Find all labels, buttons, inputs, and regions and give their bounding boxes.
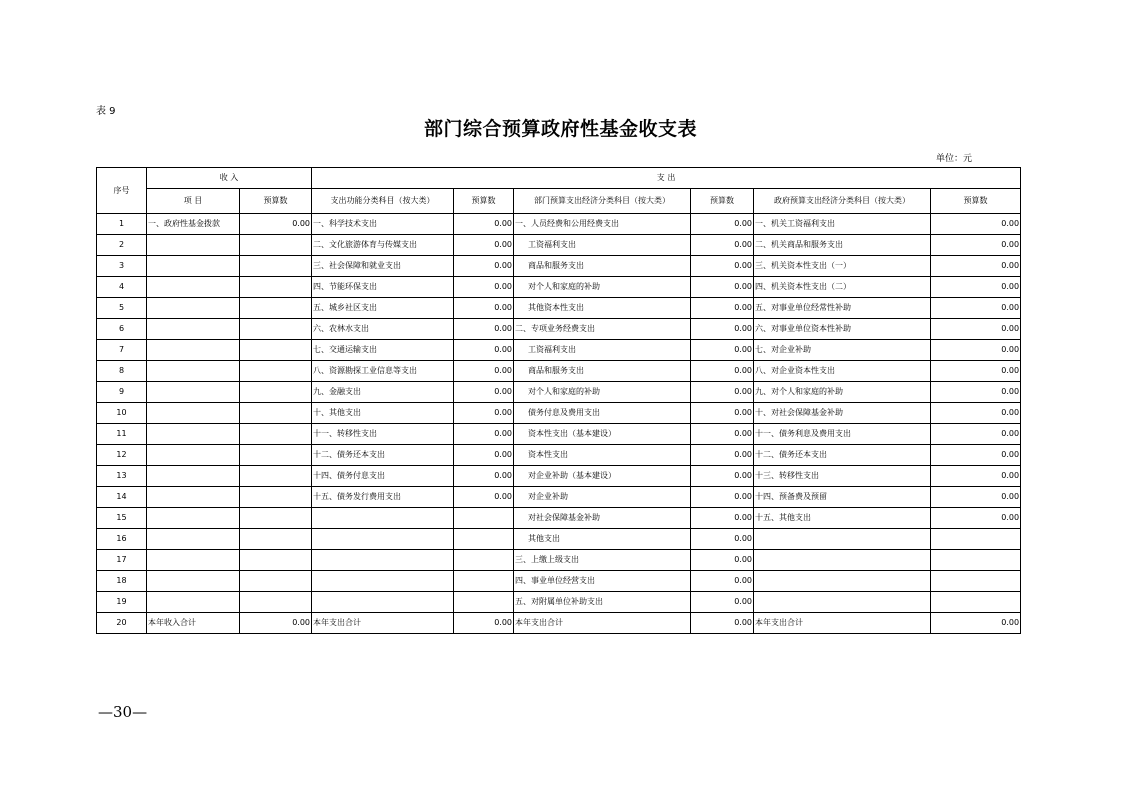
dept-econ-item: 商品和服务支出 (514, 256, 691, 277)
func-class-item: 十二、债务还本支出 (312, 445, 454, 466)
income-amount (240, 466, 312, 487)
dept-econ-amount: 0.00 (691, 361, 754, 382)
row-number: 3 (97, 256, 147, 277)
income-amount (240, 592, 312, 613)
dept-econ-item: 商品和服务支出 (514, 361, 691, 382)
func-class-amount: 0.00 (454, 382, 514, 403)
income-amount (240, 298, 312, 319)
row-number: 11 (97, 424, 147, 445)
func-class-amount: 0.00 (454, 319, 514, 340)
header-row-2 (97, 189, 1021, 214)
row-number: 12 (97, 445, 147, 466)
income-item (147, 424, 240, 445)
row-number: 1 (97, 214, 147, 235)
income-amount (240, 508, 312, 529)
gov-econ-item: 二、机关商品和服务支出 (754, 235, 931, 256)
income-item (147, 298, 240, 319)
gov-econ-amount: 0.00 (931, 445, 1021, 466)
dept-econ-item: 四、事业单位经营支出 (514, 571, 691, 592)
func-class-item (312, 592, 454, 613)
dept-econ-amount: 0.00 (691, 445, 754, 466)
gov-econ-amount: 0.00 (931, 277, 1021, 298)
dept-econ-item: 一、人员经费和公用经费支出 (514, 214, 691, 235)
table-row (97, 214, 1021, 235)
budget-table (96, 167, 1021, 634)
table-row (97, 466, 1021, 487)
gov-econ-item: 十五、其他支出 (754, 508, 931, 529)
dept-econ-amount: 0.00 (691, 424, 754, 445)
func-class-item: 十、其他支出 (312, 403, 454, 424)
dept-econ-amount: 0.00 (691, 277, 754, 298)
dept-econ-item: 债务付息及费用支出 (514, 403, 691, 424)
gov-econ-item: 十一、债务利息及费用支出 (754, 424, 931, 445)
income-header: 收 入 (147, 168, 312, 189)
dept-econ-item: 工资福利支出 (514, 235, 691, 256)
income-amount (240, 340, 312, 361)
income-item (147, 529, 240, 550)
func-class-item: 七、交通运输支出 (312, 340, 454, 361)
gov-econ-item (754, 550, 931, 571)
func-class-amount (454, 550, 514, 571)
table-row (97, 613, 1021, 634)
table-body (97, 168, 1021, 634)
dept-econ-item: 对企业补助 (514, 487, 691, 508)
row-number: 4 (97, 277, 147, 298)
func-class-amount: 0.00 (454, 424, 514, 445)
gov-econ-item (754, 592, 931, 613)
row-number: 8 (97, 361, 147, 382)
gov-econ-header: 政府预算支出经济分类科目（按大类） (754, 189, 931, 214)
func-class-item: 十五、债务发行费用支出 (312, 487, 454, 508)
income-item (147, 403, 240, 424)
dept-econ-amount: 0.00 (691, 508, 754, 529)
func-class-amount: 0.00 (454, 487, 514, 508)
dept-econ-item: 二、专项业务经费支出 (514, 319, 691, 340)
table-row (97, 550, 1021, 571)
table-row (97, 445, 1021, 466)
gov-econ-amount: 0.00 (931, 466, 1021, 487)
row-number: 15 (97, 508, 147, 529)
gov-econ-amount (931, 571, 1021, 592)
budget-header: 预算数 (240, 189, 312, 214)
func-class-item (312, 529, 454, 550)
gov-econ-amount (931, 529, 1021, 550)
dept-econ-amount: 0.00 (691, 403, 754, 424)
income-item (147, 592, 240, 613)
budget-header: 预算数 (931, 189, 1021, 214)
header-row-1 (97, 168, 1021, 189)
gov-econ-item: 一、机关工资福利支出 (754, 214, 931, 235)
table-row (97, 340, 1021, 361)
dept-econ-amount: 0.00 (691, 613, 754, 634)
income-amount (240, 277, 312, 298)
func-class-amount (454, 508, 514, 529)
func-class-amount: 0.00 (454, 613, 514, 634)
income-amount (240, 361, 312, 382)
dept-econ-amount: 0.00 (691, 571, 754, 592)
row-number: 13 (97, 466, 147, 487)
page-title: 部门综合预算政府性基金收支表 (423, 118, 697, 140)
table-row (97, 382, 1021, 403)
dept-econ-item: 其他支出 (514, 529, 691, 550)
income-item (147, 466, 240, 487)
income-item (147, 382, 240, 403)
income-amount (240, 550, 312, 571)
row-number: 7 (97, 340, 147, 361)
func-class-amount: 0.00 (454, 235, 514, 256)
gov-econ-amount (931, 592, 1021, 613)
dept-econ-item: 五、对附属单位补助支出 (514, 592, 691, 613)
dept-econ-item: 其他资本性支出 (514, 298, 691, 319)
unit-label: 单位：元 (936, 154, 973, 164)
income-amount (240, 571, 312, 592)
gov-econ-item (754, 529, 931, 550)
gov-econ-amount: 0.00 (931, 487, 1021, 508)
func-class-item (312, 571, 454, 592)
seq-header: 序号 (97, 168, 147, 214)
page-number: —30— (98, 703, 148, 721)
gov-econ-item: 四、机关资本性支出（二） (754, 277, 931, 298)
func-class-item: 九、金融支出 (312, 382, 454, 403)
gov-econ-amount (931, 550, 1021, 571)
income-amount (240, 424, 312, 445)
row-number: 16 (97, 529, 147, 550)
table-row (97, 361, 1021, 382)
gov-econ-item: 十二、债务还本支出 (754, 445, 931, 466)
func-class-item: 本年支出合计 (312, 613, 454, 634)
income-item (147, 445, 240, 466)
gov-econ-item: 七、对企业补助 (754, 340, 931, 361)
income-item (147, 361, 240, 382)
func-class-amount (454, 592, 514, 613)
income-amount: 0.00 (240, 613, 312, 634)
gov-econ-amount: 0.00 (931, 256, 1021, 277)
dept-econ-item: 本年支出合计 (514, 613, 691, 634)
func-class-item: 八、资源勘探工业信息等支出 (312, 361, 454, 382)
income-item (147, 340, 240, 361)
table-row (97, 319, 1021, 340)
income-item (147, 235, 240, 256)
gov-econ-amount: 0.00 (931, 340, 1021, 361)
dept-econ-item: 资本性支出（基本建设） (514, 424, 691, 445)
income-item (147, 487, 240, 508)
gov-econ-amount: 0.00 (931, 424, 1021, 445)
gov-econ-amount: 0.00 (931, 613, 1021, 634)
gov-econ-item: 本年支出合计 (754, 613, 931, 634)
func-class-item: 一、科学技术支出 (312, 214, 454, 235)
row-number: 5 (97, 298, 147, 319)
gov-econ-item: 五、对事业单位经常性补助 (754, 298, 931, 319)
dept-econ-header: 部门预算支出经济分类科目（按大类） (514, 189, 691, 214)
expense-header: 支 出 (312, 168, 1021, 189)
income-amount: 0.00 (240, 214, 312, 235)
func-class-item: 二、文化旅游体育与传媒支出 (312, 235, 454, 256)
budget-header: 预算数 (454, 189, 514, 214)
gov-econ-item: 三、机关资本性支出（一） (754, 256, 931, 277)
dept-econ-amount: 0.00 (691, 319, 754, 340)
func-class-item (312, 508, 454, 529)
table-row (97, 235, 1021, 256)
dept-econ-amount: 0.00 (691, 214, 754, 235)
table-row (97, 298, 1021, 319)
gov-econ-item: 十、对社会保障基金补助 (754, 403, 931, 424)
dept-econ-item: 三、上缴上级支出 (514, 550, 691, 571)
dept-econ-amount: 0.00 (691, 592, 754, 613)
table-row (97, 256, 1021, 277)
income-item (147, 571, 240, 592)
gov-econ-item: 十四、预备费及预留 (754, 487, 931, 508)
dept-econ-item: 工资福利支出 (514, 340, 691, 361)
dept-econ-amount: 0.00 (691, 466, 754, 487)
income-amount (240, 256, 312, 277)
func-class-amount (454, 571, 514, 592)
income-item (147, 277, 240, 298)
dept-econ-amount: 0.00 (691, 256, 754, 277)
func-class-amount: 0.00 (454, 403, 514, 424)
dept-econ-item: 对企业补助（基本建设） (514, 466, 691, 487)
func-class-amount: 0.00 (454, 466, 514, 487)
income-amount (240, 235, 312, 256)
row-number: 14 (97, 487, 147, 508)
func-class-amount: 0.00 (454, 298, 514, 319)
gov-econ-item: 六、对事业单位资本性补助 (754, 319, 931, 340)
table-row (97, 487, 1021, 508)
income-item: 一、政府性基金拨款 (147, 214, 240, 235)
dept-econ-item: 对个人和家庭的补助 (514, 382, 691, 403)
func-class-item: 十一、转移性支出 (312, 424, 454, 445)
func-class-amount (454, 529, 514, 550)
gov-econ-amount: 0.00 (931, 361, 1021, 382)
table-row (97, 529, 1021, 550)
table-row (97, 508, 1021, 529)
dept-econ-amount: 0.00 (691, 298, 754, 319)
row-number: 19 (97, 592, 147, 613)
row-number: 18 (97, 571, 147, 592)
func-class-item: 十四、债务付息支出 (312, 466, 454, 487)
gov-econ-amount: 0.00 (931, 382, 1021, 403)
dept-econ-amount: 0.00 (691, 382, 754, 403)
row-number: 9 (97, 382, 147, 403)
gov-econ-item (754, 571, 931, 592)
func-class-amount: 0.00 (454, 361, 514, 382)
table-row (97, 571, 1021, 592)
func-class-amount: 0.00 (454, 340, 514, 361)
func-class-amount: 0.00 (454, 256, 514, 277)
dept-econ-amount: 0.00 (691, 235, 754, 256)
income-amount (240, 487, 312, 508)
dept-econ-item: 对个人和家庭的补助 (514, 277, 691, 298)
table-row (97, 403, 1021, 424)
dept-econ-item: 资本性支出 (514, 445, 691, 466)
dept-econ-amount: 0.00 (691, 529, 754, 550)
income-amount (240, 445, 312, 466)
func-class-amount: 0.00 (454, 277, 514, 298)
dept-econ-amount: 0.00 (691, 340, 754, 361)
gov-econ-amount: 0.00 (931, 235, 1021, 256)
func-class-amount: 0.00 (454, 214, 514, 235)
income-amount (240, 403, 312, 424)
dept-econ-amount: 0.00 (691, 550, 754, 571)
table-row (97, 592, 1021, 613)
table-row (97, 277, 1021, 298)
row-number: 17 (97, 550, 147, 571)
item-header: 项 目 (147, 189, 240, 214)
gov-econ-amount: 0.00 (931, 403, 1021, 424)
row-number: 10 (97, 403, 147, 424)
func-class-item: 六、农林水支出 (312, 319, 454, 340)
gov-econ-item: 十三、转移性支出 (754, 466, 931, 487)
income-item (147, 319, 240, 340)
table-row (97, 424, 1021, 445)
income-item (147, 550, 240, 571)
table-label: 表 9 (96, 106, 116, 117)
row-number: 6 (97, 319, 147, 340)
func-class-item: 四、节能环保支出 (312, 277, 454, 298)
dept-econ-amount: 0.00 (691, 487, 754, 508)
func-class-item: 五、城乡社区支出 (312, 298, 454, 319)
dept-econ-item: 对社会保障基金补助 (514, 508, 691, 529)
income-item (147, 508, 240, 529)
budget-header: 预算数 (691, 189, 754, 214)
func-class-amount: 0.00 (454, 445, 514, 466)
row-number: 2 (97, 235, 147, 256)
income-amount (240, 382, 312, 403)
func-class-item (312, 550, 454, 571)
gov-econ-item: 九、对个人和家庭的补助 (754, 382, 931, 403)
income-amount (240, 319, 312, 340)
gov-econ-item: 八、对企业资本性支出 (754, 361, 931, 382)
gov-econ-amount: 0.00 (931, 508, 1021, 529)
row-number: 20 (97, 613, 147, 634)
gov-econ-amount: 0.00 (931, 298, 1021, 319)
gov-econ-amount: 0.00 (931, 214, 1021, 235)
func-class-item: 三、社会保障和就业支出 (312, 256, 454, 277)
income-item (147, 256, 240, 277)
income-amount (240, 529, 312, 550)
func-class-header: 支出功能分类科目（按大类） (312, 189, 454, 214)
income-item: 本年收入合计 (147, 613, 240, 634)
gov-econ-amount: 0.00 (931, 319, 1021, 340)
